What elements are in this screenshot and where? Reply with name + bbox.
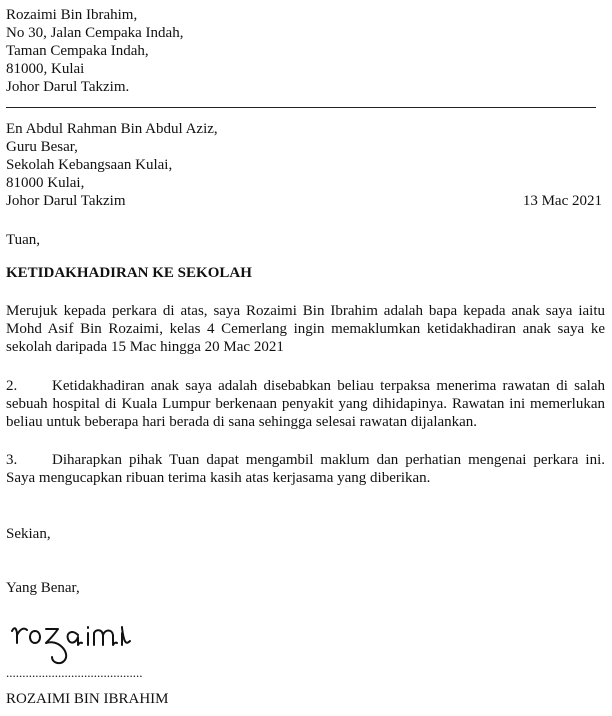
paragraph-2-text: Ketidakhadiran anak saya adalah disebabkan beliau terpaksa menerima rawatan di salah sebuah hospital di Kuala Lumpur berkenaan penyakit yang dihidapinya. Rawatan ini memerlukan beliau untuk beberapa hari berada di sana sehingga selesai rawatan dijalankan. [6, 378, 605, 430]
body-paragraph-2 [6, 377, 605, 431]
closing-sekian: Sekian, [6, 526, 51, 542]
paragraph-3-text: Diharapkan pihak Tuan dapat mengambil maklum dan perhatian mengenai perkara ini. Saya mengucapkan ribuan terima kasih atas kerjasama yang diberikan. [6, 452, 605, 486]
sender-postcode: 81000, Kulai [6, 61, 85, 77]
sender-name: Rozaimi Bin Ibrahim, [6, 7, 138, 23]
closing-yang-benar: Yang Benar, [6, 580, 80, 596]
letter-subject: KETIDAKHADIRAN KE SEKOLAH [6, 265, 252, 281]
recipient-name: En Abdul Rahman Bin Abdul Aziz, [6, 121, 218, 137]
body-paragraph-1: Merujuk kepada perkara di atas, saya Rozaimi Bin Ibrahim adalah bapa kepada anak saya iaitu Mohd Asif Bin Rozaimi, kelas 4 Cemerlang ingin memaklumkan ketidakhadiran anak saya ke sekolah daripada 15 Mac hingga 20 Mac 2021 [6, 303, 605, 355]
recipient-postcode: 81000 Kulai, [6, 175, 85, 191]
salutation: Tuan, [6, 232, 41, 248]
sender-state: Johor Darul Takzim. [6, 79, 130, 95]
sender-address [6, 6, 183, 96]
signatory-name: ROZAIMI BIN IBRAHIM [6, 691, 169, 707]
recipient-position: Guru Besar, [6, 139, 78, 155]
letter-date: 13 Mac 2021 [522, 193, 602, 209]
recipient-address [6, 120, 218, 210]
body-paragraph-3 [6, 451, 605, 487]
recipient-state: Johor Darul Takzim [6, 193, 126, 209]
sender-street: No 30, Jalan Cempaka Indah, [6, 25, 184, 41]
recipient-school: Sekolah Kebangsaan Kulai, [6, 157, 173, 173]
handwritten-signature [6, 607, 186, 667]
paragraph-number-3: 3. [6, 452, 18, 468]
header-divider [6, 107, 596, 108]
sender-area: Taman Cempaka Indah, [6, 43, 149, 59]
signature-line: .......................................... [6, 665, 143, 680]
paragraph-number-2: 2. [6, 378, 18, 394]
